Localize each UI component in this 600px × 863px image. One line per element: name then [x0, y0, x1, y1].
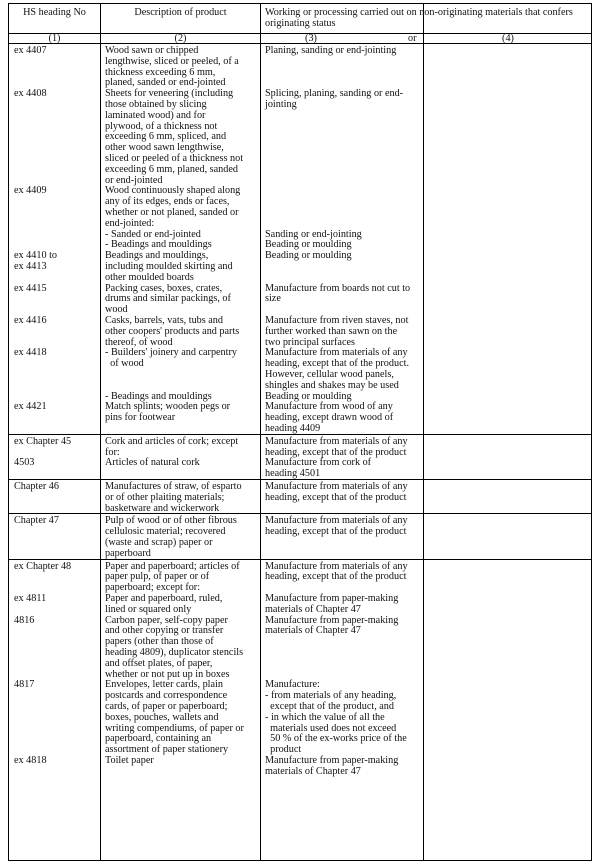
working-requirement: further worked than sawn on the [265, 325, 398, 337]
group-separator [9, 559, 591, 560]
product-description: Carbon paper, self-copy paper [105, 614, 228, 626]
product-description: wood [105, 304, 128, 316]
working-requirement: heading, except drawn wood of [265, 412, 394, 424]
product-description: paperboard, containing an [105, 733, 212, 745]
working-requirement: materials of Chapter 47 [265, 603, 361, 615]
product-description: Toilet paper [105, 755, 154, 766]
product-description: and offset plates, of paper, [105, 657, 213, 669]
hs-code: ex 4818 [14, 755, 47, 766]
product-description: Manufactures of straw, of esparto [105, 481, 242, 492]
product-description: whether or not planed, sanded or [105, 207, 239, 218]
hs-code: ex 4416 [14, 315, 47, 326]
working-requirement: size [265, 293, 281, 305]
group-separator [9, 513, 591, 514]
product-description: drums and similar packings, of [105, 293, 231, 305]
product-description: exceeding 6 mm, spliced, and [105, 131, 227, 143]
product-description: of wood [105, 358, 144, 370]
header-description: Description of product [134, 7, 227, 18]
working-requirement: Manufacture from cork of [265, 457, 372, 469]
product-description: or end-jointed [105, 174, 163, 186]
product-description: paperboard [105, 547, 151, 559]
hs-code: ex 4407 [14, 45, 47, 56]
hs-code: 4817 [14, 679, 35, 691]
product-description: other coopers' products and parts [105, 325, 240, 337]
product-description: papers (other than those of [105, 636, 214, 648]
working-requirement: Beading or moulding [265, 390, 352, 402]
working-requirement: shingles and shakes may be used [265, 379, 399, 391]
working-requirement: Manufacture from materials of any [265, 560, 408, 572]
product-description: any of its edges, ends or faces, [105, 196, 230, 208]
working-requirement: Beading or moulding [265, 250, 352, 262]
product-description: other moulded boards [105, 271, 194, 283]
working-requirement: Sanding or end-jointing [265, 228, 362, 240]
hs-code: ex 4409 [14, 185, 47, 197]
hs-code: ex 4421 [14, 401, 47, 413]
col-number-2: (2) [174, 33, 187, 44]
working-requirement: heading, except that of the product [265, 526, 407, 538]
hs-code: ex 4811 [14, 593, 47, 604]
hs-code: ex 4415 [14, 282, 47, 294]
working-requirement: Manufacture from boards not cut to [265, 282, 411, 294]
working-requirement: Manufacture from paper-making [265, 593, 399, 604]
product-description: for: [105, 446, 120, 458]
working-requirement: heading, except that of the product [265, 491, 407, 503]
product-description: sliced or peeled of a thickness not [105, 153, 244, 164]
working-requirement: Manufacture from paper-making [265, 755, 399, 766]
working-requirement: Beading or moulding [265, 239, 352, 251]
product-description: cellulosic material; recovered [105, 526, 226, 538]
working-requirement: Splicing, planing, sanding or end- [265, 88, 404, 100]
product-description: laminated wood) and for [105, 109, 206, 121]
hs-code: ex Chapter 48 [14, 560, 72, 572]
working-requirement: Manufacture from riven staves, not [265, 315, 409, 326]
product-description: other wood sawn lengthwise, [105, 142, 224, 154]
hs-code: ex 4413 [14, 261, 47, 272]
product-description: or of other plaiting materials; [105, 491, 225, 503]
product-description: thickness exceeding 6 mm, [105, 66, 216, 78]
working-requirement: materials of Chapter 47 [265, 765, 361, 777]
product-description: paperboard; except for: [105, 582, 201, 594]
col-number-3: (3) [305, 33, 317, 44]
product-description: Paper and paperboard, ruled, [105, 593, 223, 604]
header-working-line1: Working or processing carried out on non-originating materials that confers [265, 7, 573, 18]
hs-code: Chapter 46 [14, 481, 59, 492]
working-requirement: Manufacture from materials of any [265, 515, 408, 527]
product-description: assortment of paper stationery [105, 744, 229, 756]
product-description: - Builders' joinery and carpentry [105, 347, 237, 359]
product-description: - Sanded or end-jointed [105, 228, 201, 240]
rules-of-origin-table [8, 3, 592, 861]
product-description: lengthwise, sliced or peeled, of a [105, 55, 239, 67]
column-divider [423, 4, 424, 860]
hs-code: ex Chapter 45 [14, 435, 72, 447]
header-hs-heading: HS heading No [23, 7, 86, 18]
product-description: Articles of natural cork [105, 457, 200, 469]
working-requirement: Manufacture: [265, 679, 320, 691]
product-description: exceeding 6 mm, planed, sanded [105, 163, 238, 175]
working-requirement: However, cellular wood panels, [265, 369, 394, 380]
product-description: basketware and wickerwork [105, 502, 220, 514]
product-description: lined or squared only [105, 603, 192, 615]
working-requirement: jointing [265, 99, 297, 110]
working-requirement: except that of the product, and [265, 701, 394, 712]
hs-code: ex 4410 to [14, 250, 58, 262]
product-description: - Beadings and mouldings [105, 390, 212, 402]
working-requirement: product [265, 744, 302, 756]
product-description: Sheets for veneering (including [105, 88, 234, 100]
hs-code: ex 4418 [14, 347, 47, 359]
product-description: Match splints; wooden pegs or [105, 401, 231, 413]
product-description: plywood, of a thickness not [105, 120, 218, 132]
working-requirement: Manufacture from materials of any [265, 347, 408, 359]
group-separator [9, 434, 591, 435]
working-requirement: heading, except that of the product [265, 446, 407, 458]
hs-code: 4503 [14, 457, 35, 469]
product-description: Beadings and mouldings, [105, 250, 209, 262]
working-requirement: - from materials of any heading, [265, 690, 397, 702]
product-description: boxes, pouches, wallets and [105, 711, 219, 723]
product-description: Envelopes, letter cards, plain [105, 679, 223, 691]
working-requirement: two principal surfaces [265, 336, 355, 348]
product-description: thereof, of wood [105, 336, 173, 348]
col-number-4: (4) [502, 33, 514, 44]
hs-code: Chapter 47 [14, 515, 59, 527]
group-separator [9, 479, 591, 480]
product-description: and other copying or transfer [105, 625, 224, 637]
working-requirement: heading, except that of the product [265, 571, 407, 583]
product-description: end-jointed: [105, 217, 155, 229]
working-requirement: Manufacture from materials of any [265, 435, 408, 447]
product-description: - Beadings and mouldings [105, 239, 212, 251]
working-requirement: heading 4501 [265, 468, 321, 480]
working-requirement: materials used does not exceed [265, 722, 397, 734]
product-description: Cork and articles of cork; except [105, 435, 239, 447]
working-requirement: materials of Chapter 47 [265, 625, 361, 637]
product-description: Wood continuously shaped along [105, 185, 241, 197]
product-description: cards, of paper or paperboard; [105, 701, 228, 712]
working-requirement: Planing, sanding or end-jointing [265, 45, 397, 56]
product-description: Casks, barrels, vats, tubs and [105, 315, 223, 326]
product-description: Pulp of wood or of other fibrous [105, 515, 237, 527]
col-or: or [408, 33, 417, 44]
product-description: whether or not put up in boxes [105, 668, 230, 680]
working-requirement: Manufacture from materials of any [265, 481, 408, 492]
header-working-line2: originating status [265, 18, 336, 29]
product-description: pins for footwear [105, 412, 176, 424]
hs-code: 4816 [14, 614, 35, 626]
working-requirement: Manufacture from paper-making [265, 614, 399, 626]
working-requirement: 50 % of the ex-works price of the [265, 733, 407, 745]
product-description: planed, sanded or end-jointed [105, 77, 226, 89]
working-requirement: heading 4409 [265, 423, 321, 434]
product-description: including moulded skirting and [105, 261, 233, 272]
product-description: Packing cases, boxes, crates, [105, 282, 223, 294]
column-divider [260, 4, 261, 860]
product-description: writing compendiums, of paper or [105, 722, 244, 734]
hs-code: ex 4408 [14, 88, 47, 100]
product-description: paper pulp, of paper or of [105, 571, 210, 583]
product-description: Wood sawn or chipped [105, 45, 199, 56]
working-requirement: Manufacture from wood of any [265, 401, 393, 413]
col-number-1: (1) [48, 33, 61, 44]
working-requirement: - in which the value of all the [265, 711, 385, 723]
product-description: those obtained by slicing [105, 99, 207, 110]
column-divider [100, 4, 101, 860]
product-description: Paper and paperboard; articles of [105, 560, 240, 572]
product-description: (waste and scrap) paper or [105, 537, 213, 548]
product-description: heading 4809), duplicator stencils [105, 647, 244, 658]
product-description: postcards and correspondence [105, 690, 228, 702]
working-requirement: heading, except that of the product. [265, 358, 409, 370]
